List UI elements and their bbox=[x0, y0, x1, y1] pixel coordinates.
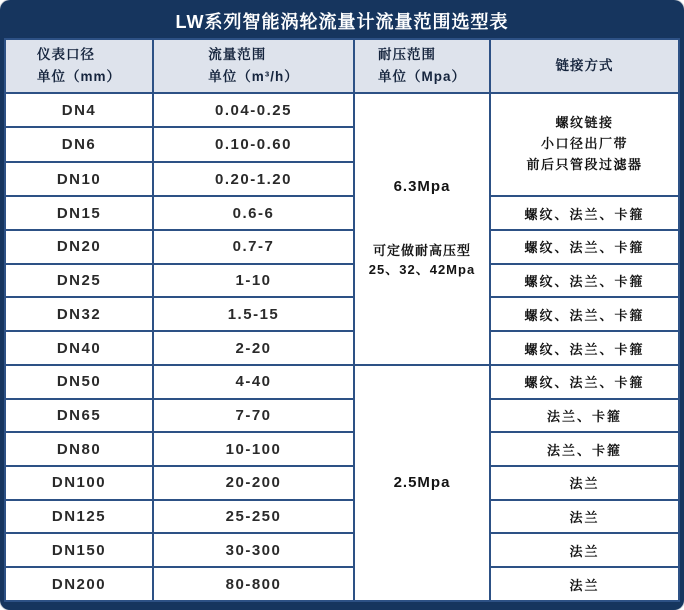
pressure-note-line: 25、32、42Mpa bbox=[368, 262, 476, 278]
table-row bbox=[5, 500, 679, 534]
table-row bbox=[5, 297, 679, 331]
connection-cell: 螺纹、法兰、卡箍 bbox=[490, 264, 679, 298]
dn-cell: DN15 bbox=[5, 196, 153, 230]
range-cell: 4-40 bbox=[153, 365, 354, 399]
table-row bbox=[5, 196, 679, 230]
dn-cell: DN100 bbox=[5, 466, 153, 500]
dn-cell: DN4 bbox=[5, 93, 153, 127]
dn-cell: DN125 bbox=[5, 500, 153, 534]
range-cell: 20-200 bbox=[153, 466, 354, 500]
connection-cell: 法兰 bbox=[490, 533, 679, 567]
pressure-note-line: 可定做耐高压型 bbox=[372, 242, 471, 258]
dn-cell: DN10 bbox=[5, 162, 153, 196]
pressure-group-low bbox=[354, 365, 490, 601]
dn-cell: DN150 bbox=[5, 533, 153, 567]
table-row bbox=[5, 230, 679, 264]
header-line: 单位（mm） bbox=[36, 69, 121, 84]
dn-cell: DN200 bbox=[5, 567, 153, 601]
table-row bbox=[5, 399, 679, 433]
dn-cell: DN25 bbox=[5, 264, 153, 298]
header-line: 流量范围 bbox=[208, 46, 267, 62]
col-header-connection bbox=[490, 39, 679, 93]
connection-cell: 螺纹、法兰、卡箍 bbox=[490, 331, 679, 365]
range-cell: 7-70 bbox=[153, 399, 354, 433]
range-cell: 0.6-6 bbox=[153, 196, 354, 230]
range-cell: 25-250 bbox=[153, 500, 354, 534]
col-header-pressure bbox=[354, 39, 490, 93]
pressure-note bbox=[357, 241, 487, 280]
range-cell: 2-20 bbox=[153, 331, 354, 365]
dn-cell: DN65 bbox=[5, 399, 153, 433]
dn-cell: DN6 bbox=[5, 127, 153, 161]
connection-cell: 螺纹、法兰、卡箍 bbox=[490, 196, 679, 230]
table-row bbox=[5, 432, 679, 466]
table-row bbox=[5, 466, 679, 500]
range-cell: 1.5-15 bbox=[153, 297, 354, 331]
table-row bbox=[5, 93, 679, 127]
range-cell: 1-10 bbox=[153, 264, 354, 298]
connection-line: 小口径出厂带 bbox=[540, 136, 628, 152]
connection-line: 螺纹链接 bbox=[555, 115, 614, 131]
range-cell: 80-800 bbox=[153, 567, 354, 601]
connection-cell: 螺纹、法兰、卡箍 bbox=[490, 297, 679, 331]
header-line: 链接方式 bbox=[555, 57, 614, 73]
header-row bbox=[5, 39, 679, 93]
table-title: LW系列智能涡轮流量计流量范围选型表 bbox=[175, 12, 509, 32]
header-line: 单位（Mpa） bbox=[378, 69, 466, 84]
header-line: 耐压范围 bbox=[378, 46, 436, 62]
col-header-flow-range bbox=[153, 39, 354, 93]
dn-cell: DN20 bbox=[5, 230, 153, 264]
connection-group-small-caliber bbox=[490, 93, 679, 196]
connection-line: 前后只管段过滤器 bbox=[526, 157, 643, 173]
pressure-value: 2.5Mpa bbox=[393, 474, 451, 492]
dn-cell: DN80 bbox=[5, 432, 153, 466]
connection-cell: 螺纹、法兰、卡箍 bbox=[490, 365, 679, 399]
connection-cell: 法兰 bbox=[490, 567, 679, 601]
range-cell: 0.10-0.60 bbox=[153, 127, 354, 161]
connection-cell: 法兰、卡箍 bbox=[490, 432, 679, 466]
connection-cell: 法兰 bbox=[490, 466, 679, 500]
pressure-group-high bbox=[354, 93, 490, 365]
table-row bbox=[5, 533, 679, 567]
dn-cell: DN40 bbox=[5, 331, 153, 365]
col-header-caliber bbox=[5, 39, 153, 93]
range-cell: 0.20-1.20 bbox=[153, 162, 354, 196]
range-cell: 10-100 bbox=[153, 432, 354, 466]
table-row bbox=[5, 567, 679, 601]
connection-cell: 法兰、卡箍 bbox=[490, 399, 679, 433]
header-line: 单位（m³/h） bbox=[208, 69, 299, 84]
table-row bbox=[5, 331, 679, 365]
selection-table bbox=[4, 38, 680, 602]
connection-cell: 螺纹、法兰、卡箍 bbox=[490, 230, 679, 264]
pressure-value: 6.3Mpa bbox=[393, 177, 451, 195]
table-row bbox=[5, 264, 679, 298]
range-cell: 0.7-7 bbox=[153, 230, 354, 264]
range-cell: 0.04-0.25 bbox=[153, 93, 354, 127]
table-row bbox=[5, 365, 679, 399]
dn-cell: DN50 bbox=[5, 365, 153, 399]
header-line: 仪表口径 bbox=[36, 46, 95, 62]
dn-cell: DN32 bbox=[5, 297, 153, 331]
connection-cell: 法兰 bbox=[490, 500, 679, 534]
range-cell: 30-300 bbox=[153, 533, 354, 567]
